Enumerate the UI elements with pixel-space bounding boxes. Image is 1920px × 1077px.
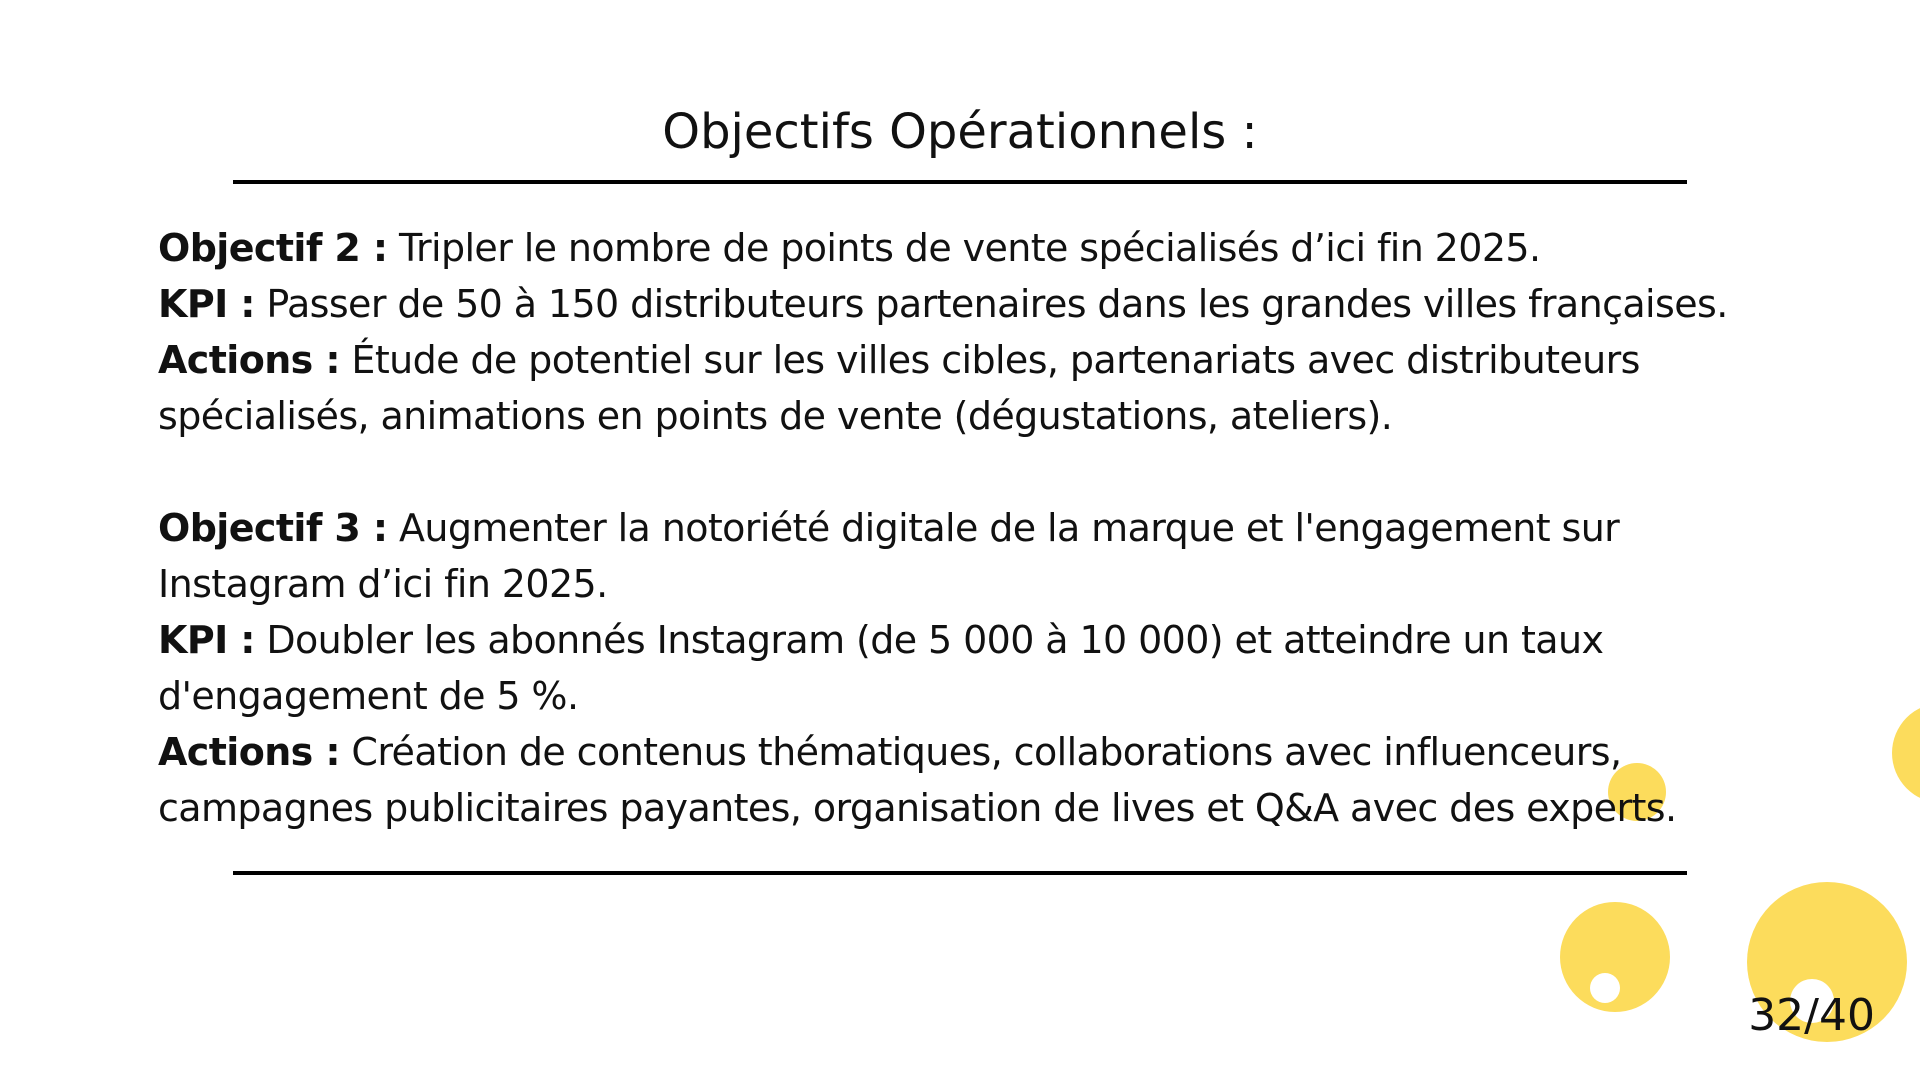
actions-2 bbox=[158, 332, 1748, 444]
decorative-circle-hole bbox=[1590, 973, 1620, 1003]
decorative-circle-right-edge bbox=[1892, 703, 1920, 803]
actions-3-label: Actions : bbox=[158, 730, 340, 774]
slide-content bbox=[158, 220, 1748, 836]
kpi-2-text: Passer de 50 à 150 distributeurs partenaires dans les grandes villes françaises. bbox=[266, 282, 1728, 326]
divider-top bbox=[233, 180, 1687, 184]
objective-2 bbox=[158, 220, 1748, 276]
objective-2-label: Objectif 2 : bbox=[158, 226, 388, 270]
divider-bottom bbox=[233, 871, 1687, 875]
actions-3 bbox=[158, 724, 1748, 836]
page-number: 32/40 bbox=[1748, 990, 1875, 1041]
kpi-3-text: Doubler les abonnés Instagram (de 5 000 à 10 000) et atteindre un taux d'engagement de 5 %. bbox=[158, 618, 1604, 718]
page-title: Objectifs Opérationnels : bbox=[662, 104, 1258, 160]
kpi-3-label: KPI : bbox=[158, 618, 255, 662]
kpi-2 bbox=[158, 276, 1748, 332]
objective-3 bbox=[158, 500, 1748, 612]
objective-3-label: Objectif 3 : bbox=[158, 506, 388, 550]
kpi-3 bbox=[158, 612, 1748, 724]
actions-2-label: Actions : bbox=[158, 338, 340, 382]
actions-3-text: Création de contenus thématiques, collaborations avec influenceurs, campagnes publicitaires payantes, organisation de lives et Q&A avec des experts. bbox=[158, 730, 1677, 830]
actions-2-text: Étude de potentiel sur les villes cibles, partenariats avec distributeurs spécialisés, animations en points de vente (dégustations, ateliers). bbox=[158, 338, 1640, 438]
objective-2-text: Tripler le nombre de points de vente spécialisés d’ici fin 2025. bbox=[398, 226, 1541, 270]
objective-3-text: Augmenter la notoriété digitale de la marque et l'engagement sur Instagram d’ici fin 2025. bbox=[158, 506, 1620, 606]
paragraph-spacer bbox=[158, 444, 1748, 500]
kpi-2-label: KPI : bbox=[158, 282, 255, 326]
